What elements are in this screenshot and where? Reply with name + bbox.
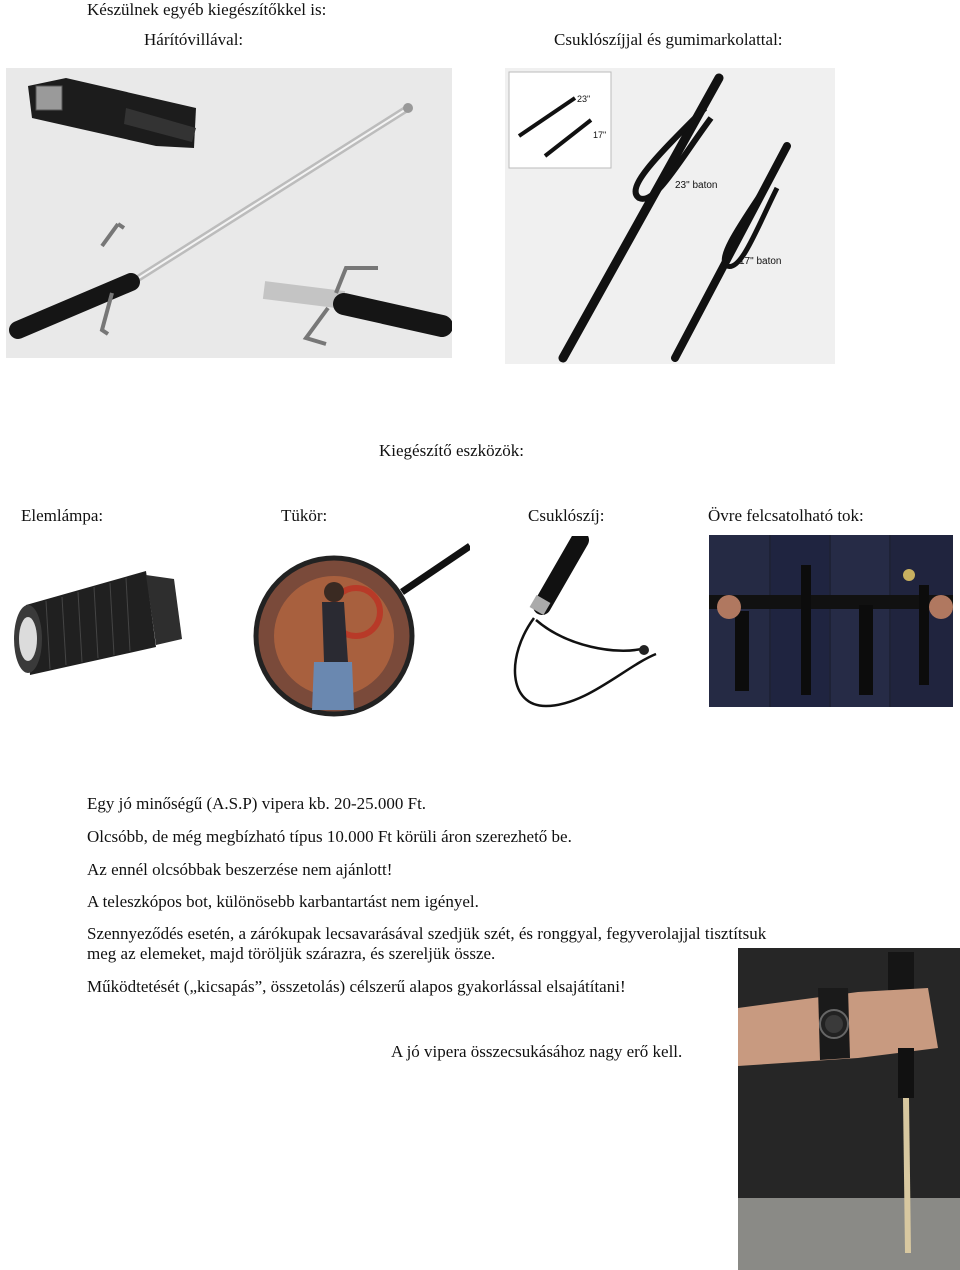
inspection-mirror-photo: [252, 542, 470, 717]
flashlight-photo: [6, 565, 192, 680]
caption-flashlight: Elemlámpa:: [21, 506, 104, 525]
text-line-price-quality: Egy jó minőségű (A.S.P) vipera kb. 20-25.000 Ft.: [87, 794, 427, 813]
caption-wrist-strap-grip: Csuklószíjjal és gumimarkolattal:: [554, 30, 783, 49]
baton-guard-fork-photo: [6, 68, 452, 358]
wrist-strap-photo: [506, 536, 666, 714]
text-line-maintenance: A teleszkópos bot, különösebb karbantartást nem igényel.: [87, 892, 479, 911]
label-23-baton: 23" baton: [675, 180, 718, 191]
baton-wrist-strap-photo: [505, 68, 835, 364]
label-17-small: 17": [593, 130, 607, 140]
label-23-small: 23": [577, 94, 591, 104]
caption-belt-holster: Övre felcsatolható tok:: [708, 506, 864, 525]
collapsing-baton-photo: [738, 948, 960, 1270]
label-17-baton: 17" baton: [739, 256, 782, 267]
intro-heading: Készülnek egyéb kiegészítőkkel is:: [87, 0, 327, 19]
belt-holster-photo: [709, 535, 953, 707]
caption-mirror: Tükör:: [281, 506, 328, 525]
caption-guard-fork: Hárítóvillával:: [144, 30, 244, 49]
text-line-practice: Működtetését („kicsapás”, összetolás) célszerű alapos gyakorlással elsajátítani!: [87, 977, 626, 996]
text-line-cleaning-1: Szennyeződés esetén, a zárókupak lecsavarásával szedjük szét, és ronggyal, fegyverolajjal tisztítsuk: [87, 924, 767, 943]
text-line-price-cheaper: Olcsóbb, de még megbízható típus 10.000 Ft körüli áron szerezhető be.: [87, 827, 572, 846]
text-line-cleaning-2: meg az elemeket, majd töröljük szárazra, és szereljük össze.: [87, 944, 496, 963]
text-line-not-recommended: Az ennél olcsóbbak beszerzése nem ajánlott!: [87, 860, 393, 879]
closing-line: A jó vipera összecsukásához nagy erő kell.: [391, 1042, 683, 1061]
accessories-heading: Kiegészítő eszközök:: [379, 441, 524, 460]
caption-wrist-strap: Csuklószíj:: [528, 506, 605, 525]
